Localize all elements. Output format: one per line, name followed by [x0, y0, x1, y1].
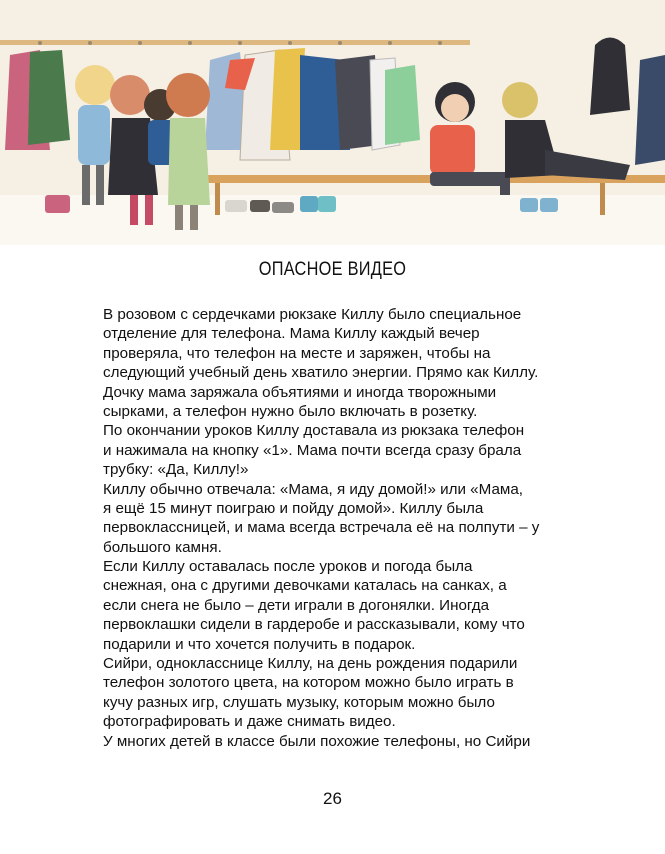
- text-line: проверяла, что телефон на месте и заряжен, чтобы на: [103, 344, 491, 362]
- page-number: 26: [323, 789, 342, 808]
- text-line: Сийри, однокласснице Киллу, на день рождения подарили: [103, 655, 518, 673]
- text-line: трубку: «Да, Киллу!»: [103, 461, 249, 479]
- text-line: и нажимала на кнопку «1». Мама почти всегда сразу брала: [103, 441, 522, 459]
- text-line: большого камня.: [103, 538, 222, 556]
- text-line: первоклассницей, и мама всегда встречала её на полпути – у: [103, 519, 540, 537]
- text-line: телефон золотого цвета, на котором можно было играть в: [103, 674, 514, 692]
- text-line: Киллу обычно отвечала: «Мама, я иду домой!» или «Мама,: [103, 480, 523, 498]
- story-text: [103, 305, 573, 751]
- text-line: я ещё 15 минут поиграю и пойду домой». Киллу была: [103, 499, 484, 517]
- text-line: В розовом с сердечками рюкзаке Киллу было специальное: [103, 306, 522, 323]
- text-line: Если Киллу оставалась после уроков и погода была: [103, 558, 473, 576]
- text-line: кучу разных игр, слушать музыку, которым можно было: [103, 693, 495, 711]
- text-line: Дочку мама заряжала объятиями и иногда творожными: [103, 383, 497, 401]
- text-line: У многих детей в классе были похожие телефоны, но Сийри: [103, 732, 531, 750]
- text-line: если снега не было – дети играли в догонялки. Иногда: [103, 596, 490, 614]
- text-line: первоклашки сидели в гардеробе и рассказывали, кому что: [103, 616, 525, 634]
- chapter-title: ОПАСНОЕ ВИДЕО: [258, 258, 407, 280]
- text-line: подарили и что хочется получить в подарок.: [103, 635, 416, 653]
- text-line: снежная, она с другими девочками каталась на санках, а: [103, 577, 507, 595]
- text-line: фотографировать и даже снимать видео.: [103, 713, 396, 731]
- text-line: отделение для телефона. Мама Киллу каждый вечер: [103, 325, 480, 343]
- text-line: следующий учебный день хватило энергии. Прямо как Киллу.: [103, 364, 539, 382]
- hanging-bag: [590, 38, 630, 116]
- text-line: сырками, а телефон нужно было включать в розетку.: [103, 402, 478, 420]
- coat-rail: [0, 40, 470, 45]
- text-line: По окончании уроков Киллу доставала из рюкзака телефон: [103, 422, 525, 440]
- cloakroom-illustration: [0, 0, 665, 245]
